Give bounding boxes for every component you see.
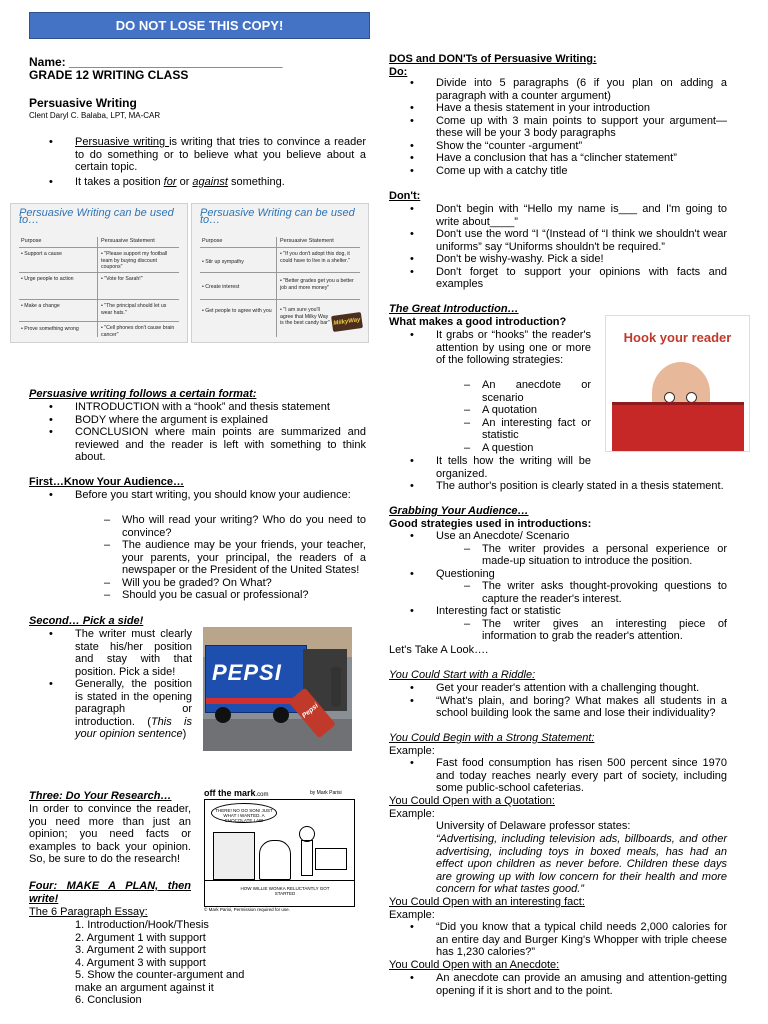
audience-heading: First…Know Your Audience…	[29, 476, 185, 488]
quote-lead: University of Delaware professor states:	[436, 820, 631, 832]
name-line: Name: ________________________________	[29, 55, 283, 69]
purpose-cell: • Create interest	[202, 284, 240, 290]
list-item: • Generally, the position is stated in the opening paragraph or introduction. (This is your opinion sentence)	[75, 678, 192, 741]
list-item: • Fast food consumption has risen 500 percent since 1970 and today reaches nearly every part of society, including some public-school cafeterias.	[436, 757, 727, 795]
list-item: • It grabs or “hooks” the reader's attention by using one or more of the following strategies:	[436, 329, 591, 367]
cartoon-byline: by Mark Parisi	[310, 790, 342, 796]
intro-strategies	[482, 379, 591, 454]
red-book	[612, 402, 744, 451]
col-purpose: Purpose	[21, 238, 42, 244]
purpose-cell: • Support a cause	[21, 251, 63, 257]
panel-title: Persuasive Writing can be used to…	[200, 207, 355, 226]
anecdote-heading: You Could Open with an Anecdote:	[389, 959, 560, 971]
candy-bar-image	[331, 312, 363, 332]
cartoon-caption: HOW WILLIE WONKA RELUCTANTLY GOT STARTED	[240, 886, 330, 896]
can-label: Pepsi	[300, 702, 320, 720]
list-item: • Show the “counter -argument”	[436, 140, 727, 153]
fact-example-label: Example:	[389, 909, 435, 921]
hook-reader-image	[605, 315, 750, 452]
intro-bullet-1: • Persuasive writing is writing that tries to convince a reader to do something or to believe what you believe about a certain topic.	[75, 136, 366, 174]
list-item: • Interesting fact or statistic	[436, 605, 727, 618]
strong-heading: You Could Begin with a Strong Statement:	[389, 732, 595, 744]
purpose-cell: • Urge people to action	[21, 276, 74, 282]
panel-title: Persuasive Writing can be used to…	[19, 207, 174, 226]
intro-list	[436, 329, 591, 367]
topic-title: Persuasive Writing	[29, 96, 137, 110]
format-heading: Persuasive writing follows a certain format:	[29, 388, 257, 400]
statement-cell: • "Please support my football team by buying discount coupons"	[101, 251, 168, 270]
grab-subheading: Good strategies used in introductions:	[389, 518, 592, 530]
col-statement: Persuasive Statement	[280, 238, 334, 244]
list-item: • INTRODUCTION with a “hook” and thesis statement	[75, 401, 366, 414]
col-purpose: Purpose	[202, 238, 223, 244]
list-item: 2. Argument 1 with support	[75, 931, 206, 944]
research-heading: Three: Do Your Research…	[29, 790, 172, 802]
list-item: – The writer gives an interesting piece of information to grab the reader's attention.	[482, 618, 727, 643]
list-item: 3. Argument 2 with support	[75, 944, 206, 956]
research-text: In order to convince the reader, you need more than just an opinion; you need facts or examples to back your opinion. So, be sure to do the research!	[29, 803, 191, 865]
list-item: • Divide into 5 paragraphs (6 if you plan on adding a paragraph with a counter argument)	[436, 77, 727, 102]
list-item: • The writer must clearly state his/her position and stay with that position. Pick a side!	[75, 628, 192, 678]
dont-label: Don't:	[389, 190, 421, 202]
speech-bubble: THERE! NO GO SON! JUST WHAT I WANTED. A CHOCOLATE LAB!	[211, 803, 277, 823]
class-title: GRADE 12 WRITING CLASS	[29, 68, 189, 82]
pick-side-heading: Second… Pick a side!	[29, 615, 144, 627]
statement-cell: • "Better grades get you a better job and more money"	[280, 278, 354, 291]
list-item: – A question	[482, 442, 591, 455]
list-item: • The author's position is clearly stated in a thesis statement.	[436, 480, 727, 493]
list-item: – The audience may be your friends, your teacher, your parents, your principal, the readers of a newspaper or the President of the United States!	[122, 539, 366, 577]
list-item: – The writer provides a personal experience or made-up situation to introduce the position.	[482, 543, 727, 568]
purpose-cell: • Get people to agree with you	[202, 308, 272, 314]
list-item: 5. Show the counter-argument and make an argument against it	[75, 969, 245, 994]
candy-bar-label: MilkyWay	[333, 317, 361, 327]
dos-donts-heading: DOS and DON'Ts of Persuasive Writing:	[389, 53, 597, 65]
riddle-heading: You Could Start with a Riddle:	[389, 669, 536, 681]
cartoon-masthead: off the mark.com	[204, 788, 269, 798]
intro-heading: The Great Introduction…	[389, 303, 519, 315]
list-item: • CONCLUSION where main points are summarized and reviewed and the reader is left with something to think about.	[75, 426, 366, 464]
cartoon-frame	[204, 799, 355, 907]
list-item: • Don't forget to support your opinions with facts and examples	[436, 266, 727, 291]
list-item: • An anecdote can provide an amusing and attention-getting opening if it is short and to the point.	[436, 972, 727, 997]
list-item: • Don't use the word “I “(Instead of “I think we shouldn't wear uniforms” say “Uniforms shouldn't be required.”	[436, 228, 727, 253]
persuasive-uses-panel-2	[191, 203, 369, 343]
statement-cell: • "If you don't adopt this dog, it could have to live in a shelter."	[280, 251, 350, 264]
list-item: – The writer asks thought-provoking questions to capture the reader's interest.	[482, 580, 727, 605]
col-statement: Persuasive Statement	[101, 238, 155, 244]
list-item: • “Did you know that a typical child needs 2,000 calories for an entire day and Burger King's Whopper with triple cheese has 1,230 calories?”	[436, 921, 727, 959]
hook-caption: Hook your reader	[623, 330, 732, 345]
list-item: • Come up with a catchy title	[436, 165, 727, 178]
list-item: – An anecdote or scenario	[482, 379, 591, 404]
cartoon-credit: © Mark Parisi, Permission required for use.	[204, 907, 290, 912]
quote-example-label: Example:	[389, 808, 435, 820]
purpose-cell: • Prove something wrong	[21, 326, 79, 332]
list-item: – Will you be graded? On What?	[122, 577, 366, 590]
list-item: – A quotation	[482, 404, 591, 417]
cartoon-image	[202, 788, 357, 916]
statement-cell: • "Vote for Sarah!"	[101, 276, 143, 282]
list-item: • Use an Anecdote/ Scenario	[436, 530, 727, 543]
dont-list	[436, 203, 727, 291]
anecdote-list	[436, 972, 727, 997]
fact-list	[436, 921, 727, 959]
essay-subheading: The 6 Paragraph Essay:	[29, 906, 148, 918]
purpose-cell: • Make a change	[21, 303, 60, 309]
audience-bullet: • Before you start writing, you should know your audience:	[75, 489, 366, 502]
fact-heading: You Could Open with an interesting fact:	[389, 896, 585, 908]
statement-cell: • "The principal should let us wear hats."	[101, 303, 167, 316]
grab-heading: Grabbing Your Audience…	[389, 505, 529, 517]
list-item: • BODY where the argument is explained	[75, 414, 366, 427]
take-a-look: Let's Take A Look….	[389, 644, 489, 656]
list-item: – An interesting fact or statistic	[482, 417, 591, 442]
list-item: • “What's plain, and boring? What makes all students in a school building look the same and lose their individuality?	[436, 695, 727, 720]
list-item: 4. Argument 3 with support	[75, 956, 206, 969]
list-item: • Questioning	[436, 568, 727, 581]
list-item: – Who will read your writing? Who do you need to convince?	[122, 514, 366, 539]
audience-questions	[122, 514, 366, 602]
list-item: • It tells how the writing will be organized.	[436, 455, 591, 480]
pepsi-truck-image	[203, 627, 352, 751]
quote-heading: You Could Open with a Quotation:	[389, 795, 555, 807]
do-label: Do:	[389, 66, 408, 78]
statement-cell: • "I am sure you'll agree that Milky Way is the best candy bar"	[280, 307, 330, 326]
list-item: • Get your reader's attention with a challenging thought.	[436, 682, 727, 695]
plan-heading: Four: MAKE A PLAN, then write!	[29, 880, 191, 905]
list-item: • Have a conclusion that has a “clincher statement”	[436, 152, 727, 165]
intro-question: What makes a good introduction?	[389, 316, 567, 328]
list-item: • Don't begin with “Hello my name is___ and I'm going to write about____”	[436, 203, 727, 228]
intro-list-2	[436, 455, 727, 493]
list-item: • Come up with 3 main points to support your argument—these will be your 3 body paragraphs	[436, 115, 727, 140]
author: Clent Daryl C. Balaba, LPT, MA-CAR	[29, 111, 161, 120]
format-list	[75, 401, 366, 464]
pepsi-logo-text: PEPSI	[212, 660, 282, 685]
intro-bullet-2: • It takes a position for or against something.	[75, 176, 366, 189]
quote-text: “Advertising, including television ads, billboards, and other advertising, including toys in boxed meals, has had an effect upon children as never before. Children these days are growing up with low concern for their health and more concern for what tastes good.”	[436, 833, 727, 895]
list-item: – Should you be casual or professional?	[122, 589, 366, 602]
essay-list	[75, 919, 250, 1007]
list-item: • Don't be wishy-washy. Pick a side!	[436, 253, 727, 266]
grab-list	[436, 530, 727, 643]
riddle-list	[436, 682, 727, 720]
strong-list	[436, 757, 727, 795]
purpose-cell: • Stir up sympathy	[202, 259, 244, 265]
do-list	[436, 77, 727, 177]
list-item: 1. Introduction/Hook/Thesis	[75, 919, 209, 931]
intro-bullets	[75, 136, 366, 188]
strong-example-label: Example:	[389, 745, 435, 757]
banner: DO NOT LOSE THIS COPY!	[29, 12, 370, 39]
pick-side-list	[75, 628, 192, 741]
statement-cell: • "Cell phones don't cause brain cancer"	[101, 325, 175, 338]
list-item: 6. Conclusion	[75, 994, 142, 1006]
list-item: • Have a thesis statement in your introduction	[436, 102, 727, 115]
persuasive-uses-panel-1	[10, 203, 188, 343]
